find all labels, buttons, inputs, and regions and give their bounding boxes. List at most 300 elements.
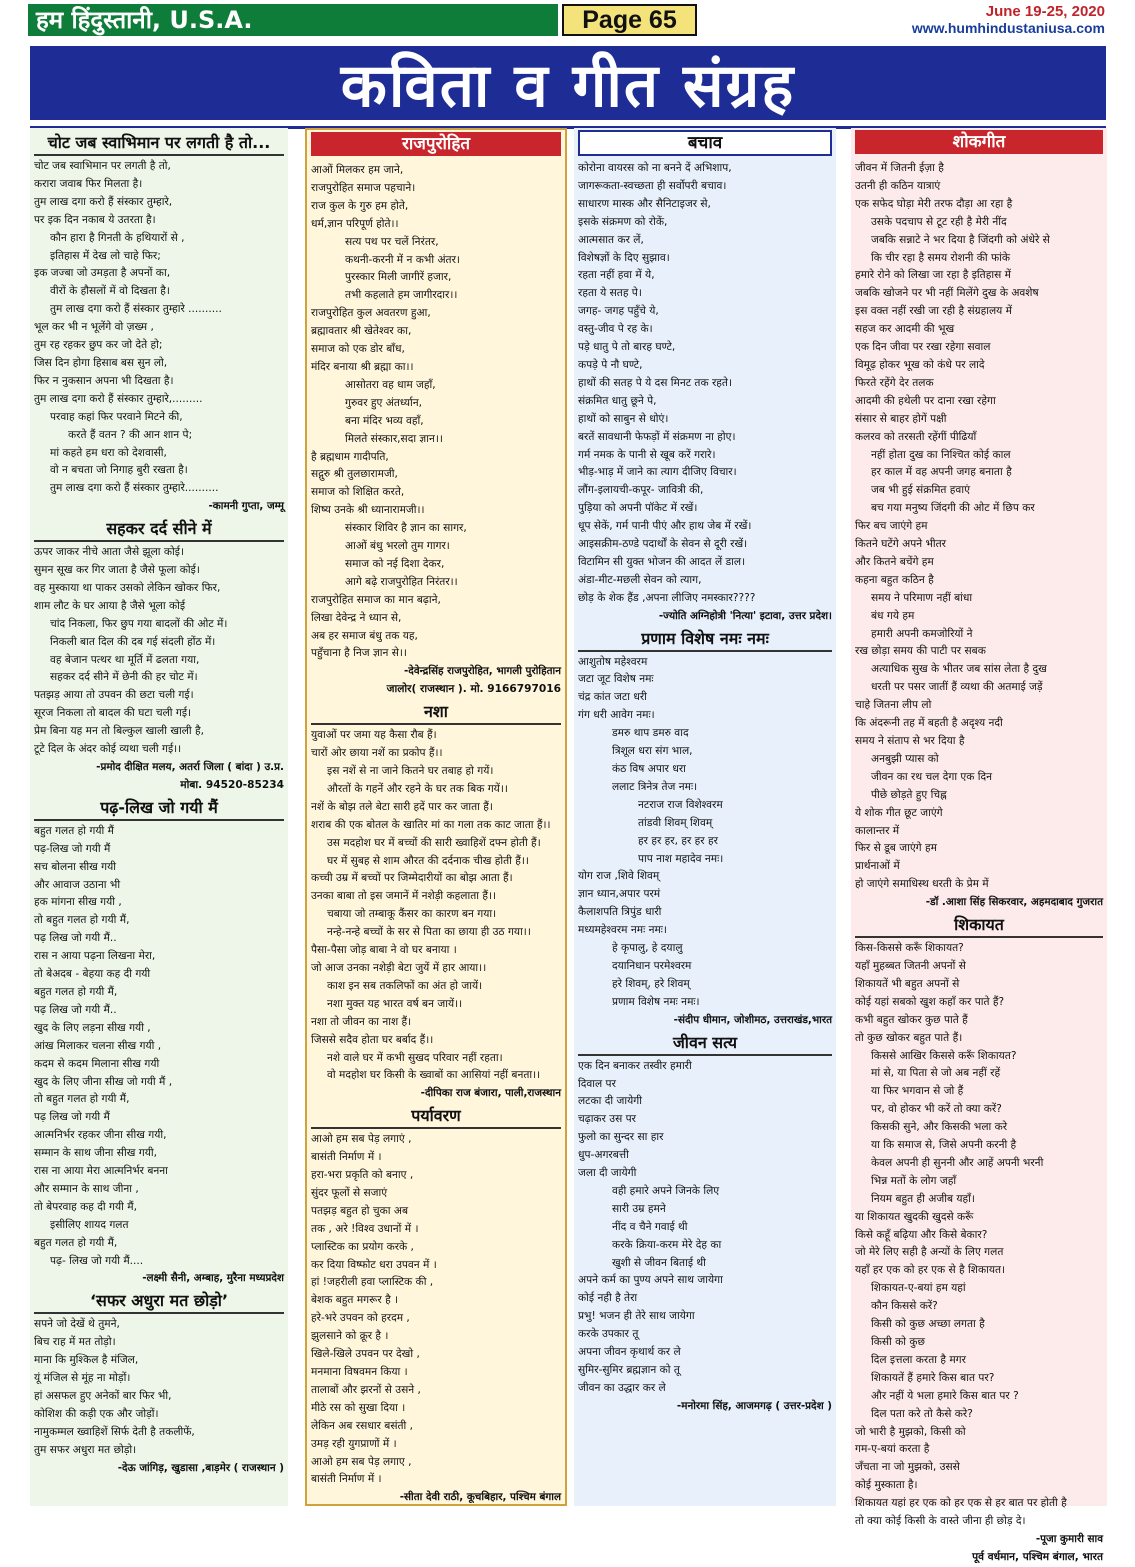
poem-line: साधारण मास्क और सैनिटाइजर से, xyxy=(578,197,711,210)
website-link[interactable]: www.humhindustaniusa.com xyxy=(911,20,1105,36)
poem-line: अब हर समाज बंधु तक यह, xyxy=(311,629,418,642)
poem-line: खुद के लिए जीना सीख जो गयी मैं , xyxy=(34,1075,173,1088)
poem-line: सम्मान के साथ जीना सीख गयी, xyxy=(34,1147,157,1160)
poem-line: भिन्न मतों के लोग जहाँ xyxy=(871,1174,957,1187)
column-3 xyxy=(574,128,836,1506)
poem-line: पढ़-लिख जो गयी मैं xyxy=(34,842,111,855)
poem-line: कहना बहुत कठिन है xyxy=(855,573,934,586)
poem-line: किसी को कुछ अच्छा लगता है xyxy=(871,1318,985,1331)
poem-line: लौंग-इलायची-कपूर- जावित्री की, xyxy=(578,484,704,497)
poem-line: यहाँ मुहब्बत जितनी अपनों से xyxy=(855,959,966,972)
poem-line: नशे वाले घर में कभी सुखद परिवार नहीं रहता। xyxy=(327,1051,503,1064)
poem-line: कितने घटेंगे अपने भीतर xyxy=(855,538,947,551)
poem-title: प्रणाम विशेष नमः नमः xyxy=(578,628,832,652)
poem-line: खिले-खिले उपवन पर देखो , xyxy=(311,1348,420,1361)
poem-line: केवल अपनी ही सुननी और आहें अपनी भरनी xyxy=(871,1156,1044,1169)
poem-line: आओ हम सब पेड़ लगाए , xyxy=(311,1455,412,1468)
poem-body xyxy=(311,727,561,1085)
poem-line: पीछे छोड़ते हुए चिह्न xyxy=(871,788,947,801)
poem-line: बच गया मनुष्य जिंदगी की ओट में छिप कर xyxy=(871,502,1035,515)
poem-body xyxy=(855,160,1103,894)
poem-line: चंद्र कांत जटा धरी xyxy=(578,691,647,704)
poem-line: और कितने बचेंगे हम xyxy=(855,555,934,568)
poem-author: -मनोरमा सिंह, आजमगढ़ ( उत्तर-प्रदेश ) xyxy=(676,1399,832,1412)
poem-line: बेशक बहुत मगरूर है । xyxy=(311,1294,399,1307)
poem-line: हमारे रोने को लिखा जा रहा है इतिहास में xyxy=(855,269,1011,282)
poem-line: कौन किससे करें? xyxy=(871,1300,938,1313)
poem-title: चोट जब स्वाभिमान पर लगती है तो... xyxy=(34,132,284,156)
poem-line: लिखा देवेन्द्र ने ध्यान से, xyxy=(311,611,402,624)
poem-line: फिर से डूब जाएंगे हम xyxy=(855,842,937,855)
poem-title: शिकायत xyxy=(855,914,1103,938)
poem-line: तभी कहलाते हम जागीरदार।। xyxy=(345,289,458,302)
poem-line: कि अंदरूनी तह में बहती है अदृश्य नदी xyxy=(855,717,1003,730)
poem-author: -देऊ जांगिड़, खुडासा ,बाड़मेर ( राजस्थान ) xyxy=(117,1461,284,1474)
poem-line: पहुँचाना है निज ज्ञान से।। xyxy=(311,647,407,660)
poem-title: पर्यावरण xyxy=(311,1105,561,1129)
poem-line: संस्कार शिविर है ज्ञान का सागर, xyxy=(345,522,467,535)
poem-line: कालान्तर में xyxy=(855,824,900,837)
poem-line: मां से, या पिता से जो अब नहीं रहें xyxy=(871,1067,1001,1080)
poem-line: धरती पर पसर जातीं हैं व्यथा की अतमाई जड़ें xyxy=(871,681,1043,694)
poem-line: फुलो का सुन्दर सा हार xyxy=(578,1131,664,1144)
poem-body xyxy=(578,654,832,1012)
poem-line: और नहीं ये भला हमारे किस बात पर ? xyxy=(871,1389,1019,1402)
poem-line: अपना जीवन कृथार्थ कर ले xyxy=(578,1346,681,1359)
poem-line: उसके पदचाप से टूट रही है मेरी नींद xyxy=(871,215,1007,228)
poem-line: फिर न नुकसान अपना भी दिखता है। xyxy=(34,374,174,387)
poem-line: राजपुरोहित समाज पहचाने। xyxy=(311,181,416,194)
poem-line: समाज को शिक्षित करते, xyxy=(311,486,405,499)
poem-line: दयानिधान परमेश्वरम xyxy=(612,959,692,972)
poem-line: चारों ओर छाया नशें का प्रकोप हैं।। xyxy=(311,747,443,760)
poem-line: शराब की एक बोतल के खातिर मां का गला तक काट जाता हैं।। xyxy=(311,818,551,831)
poem-title: नशा xyxy=(311,701,561,725)
poem-line: किसकी सुने, और किसकी भला करे xyxy=(871,1121,1008,1134)
poem-line: आत्मसात कर लें, xyxy=(578,233,644,246)
poem-line: पर इक दिन नकाब ये उतरता है। xyxy=(34,213,156,226)
poem-line: जागरूकता-स्वच्छता ही सर्वोपरी बचाव। xyxy=(578,179,727,192)
poem-line: और आवाज उठाना भी xyxy=(34,878,121,891)
poem-line: सहकर दर्द सीने में छेनी की हर चोट में। xyxy=(50,671,198,684)
poem-author: -सीता देवी राठी, कूचबिहार, पश्चिम बंगाल xyxy=(399,1491,561,1504)
poem-line: खुद के लिए लड़ना सीख गयी , xyxy=(34,1021,151,1034)
poem-line: करके उपकार तू xyxy=(578,1328,639,1341)
poem-line: बासंती निर्माण में । xyxy=(311,1151,382,1164)
poem-line: पर, वो होकर भी करें तो क्या करें? xyxy=(871,1103,1002,1116)
poem-line: तुम लाख दगा करो हैं संस्कार तुम्हारे .......... xyxy=(50,303,222,316)
poem-contact: पूर्व वर्धमान, पश्चिम बंगाल, भारत xyxy=(972,1550,1103,1563)
poem-line: जला दी जायेगी xyxy=(578,1167,637,1180)
poem-author: -दीपिका राज बंजारा, पाली,राजस्थान xyxy=(420,1087,561,1100)
poem-line: किसे कहूँ बढ़िया और किसे बेकार? xyxy=(855,1228,988,1241)
poem-line: इक जज्बा जो उमड़ता है अपनों का, xyxy=(34,267,171,280)
poem-line: बासंती निर्माण में । xyxy=(311,1473,382,1486)
poem-line: आत्मनिर्भर रहकर जीना सीख गयी, xyxy=(34,1129,167,1142)
poem-line: चांद निकला, फिर छुप गया बादलों की ओट में। xyxy=(50,617,228,630)
poem-line: निकली बात दिल की दब गई संदली होंठ में। xyxy=(50,635,216,648)
poem-line: इसीलिए शायद गलत xyxy=(50,1218,129,1231)
poem-line: ललाट त्रिनेत्र तेज नमः। xyxy=(612,780,698,793)
poem-line: तो कुछ खोकर बहुत पाते हैं। xyxy=(855,1031,963,1044)
poem-line: फिरते रहेंगे देर तलक xyxy=(855,376,934,389)
poem-line: औरतों के गहनें और रहने के घर तक बिक गयें।। xyxy=(327,782,508,795)
poem-line: जबकि खोजने पर भी नहीं मिलेंगे दुख के अवशेष xyxy=(855,287,1039,300)
poem-line: है ब्रह्मधाम गादीपति, xyxy=(311,450,389,463)
poem-line: एक सफेद घोड़ा मेरी तरफ दौड़ा आ रहा है xyxy=(855,197,1013,210)
poem-line: रास ना आया मेरा आत्मनिर्भर बनना xyxy=(34,1165,168,1178)
poem-title: जीवन सत्य xyxy=(578,1032,832,1056)
poem-line: तांडवी शिवम् शिवम् xyxy=(638,816,713,829)
poem-line: युवाओं पर जमा यह कैसा रौब हैं। xyxy=(311,729,437,742)
poem-line: लटका दी जायेगी xyxy=(578,1095,642,1108)
poem-line: माना कि मुश्किल है मंजिल, xyxy=(34,1354,139,1367)
poem-line: आइसक्रीम-ठण्डे पदार्थों के सेवन से दूरी रखें। xyxy=(578,538,748,551)
poem-line: झुलसाने को क्रूर है । xyxy=(311,1330,389,1343)
poem-line: नामुकम्मल ख्वाहिशें सिर्फ देती है तकलीफें, xyxy=(34,1425,195,1438)
poem-line: मीठे रस को सुखा दिया । xyxy=(311,1401,406,1414)
poem-line: जिससे सदैव होता घर बर्बाद हैं।। xyxy=(311,1033,434,1046)
poem-line: पढ़ लिख जो गयी मैं.. xyxy=(34,1003,117,1016)
poem-line: तक , अरे !विश्व उधानों में । xyxy=(311,1222,419,1235)
poem-line: सारी उम्र हमने xyxy=(612,1202,666,1215)
poem-line: सुमन सूख कर गिर जाता है जैसे फूला कोई। xyxy=(34,564,200,577)
poem-line: योग राज ,शिवे शिवम् xyxy=(578,870,660,883)
poem-line: किससे आखिर किससे करूँ शिकायत? xyxy=(871,1049,1017,1062)
poem-line: सत्य पथ पर चलें निरंतर, xyxy=(345,235,439,248)
poem-line: शिकायतें भी बहुत अपनों से xyxy=(855,977,960,990)
poem-line: विटामिन सी युक्त भोजन की आदत लें डाल। xyxy=(578,555,746,568)
poem-line: प्रार्थनाओं में xyxy=(855,860,900,873)
poem-line: उस मदहोश घर में बच्चों की सारी ख्वाहिशें दफ्न होती हैं। xyxy=(327,836,541,849)
poem-line: मध्यमहेश्वरम नमः नमः। xyxy=(578,924,667,937)
poem-body xyxy=(578,160,832,608)
poem-line: या कि समाज से, जिसे अपनी करनी है xyxy=(871,1139,1017,1152)
poem-line: गुरुवर हुए अंतर्ध्यान, xyxy=(345,396,422,409)
poem-line: तो क्या कोई किसी के वास्ते जीना ही छोड़ दे। xyxy=(855,1515,1026,1528)
poem-line: प्रेम बिना यह मन तो बिल्कुल खाली खाली है, xyxy=(34,725,205,738)
poem-line: कर दिया विष्फोट धरा उपवन में । xyxy=(311,1258,437,1271)
poem-contact: जालोर( राजस्थान ). मो. 9166797016 xyxy=(386,683,561,696)
poem-line: पतझड़ बहुत हो चुका अब xyxy=(311,1204,409,1217)
poem-line: करके क्रिया-करम मेरे देह का xyxy=(612,1238,722,1251)
poem-line: अत्याधिक सुख के भीतर जब सांस लेता है दुख xyxy=(871,663,1047,676)
poem-line: दिवाल पर xyxy=(578,1077,616,1090)
poem-line: कौन हारा है गिनती के हथियारों से , xyxy=(50,231,185,244)
poem-line: छोड़ के शेक हैंड ,अपना लीजिए नमस्कार???? xyxy=(578,591,756,604)
poem-line: काश इन सब तकलिफों का अंत हो जायें। xyxy=(327,979,483,992)
poem-title: पढ़-लिख जो गयी मैं xyxy=(34,797,284,821)
poem-line: समाज को एक डोर बाँध, xyxy=(311,343,405,356)
poem-line: हाथों को साबुन से धोएं। xyxy=(578,412,669,425)
poem-line: भीड़-भाड़ में जाने का त्याग दीजिए विचार। xyxy=(578,466,737,479)
poem-line: चोट जब स्वाभिमान पर लगती है तो, xyxy=(34,160,171,172)
poem-title: ‘सफर अधुरा मत छोड़ो’ xyxy=(34,1290,284,1314)
poem-line: समय ने परिमाण नहीं बांधा xyxy=(871,591,973,604)
poem-line: रहता नहीं हवा में ये, xyxy=(578,269,655,282)
poem-line: धर्म,ज्ञान परिपूर्ण होते।। xyxy=(311,217,399,230)
page-header xyxy=(0,0,1135,40)
poem-line: भूल कर भी न भूलेंगे वो ज़ख्म , xyxy=(34,321,154,334)
poem-line: नींद व चैने गवाई थी xyxy=(612,1220,688,1233)
poem-line: टूटे दिल के अंदर कोई व्यथा चली गई।। xyxy=(34,743,182,756)
poem-line: बहुत गलत हो गयी मैं, xyxy=(34,1236,118,1249)
poem-line: हक मांगना सीख गयी , xyxy=(34,896,122,909)
poem-line: हाथों की सतह पे ये दस मिनट तक रहते। xyxy=(578,376,732,389)
poem-line: तो बहुत गलत हो गयी मैं, xyxy=(34,914,130,927)
poem-line: हमारी अपनी कमजोरियों ने xyxy=(871,627,973,640)
poem-line: इस नशें से ना जाने कितने घर तबाह हो गयें। xyxy=(327,765,494,777)
poem-line: किसी को कुछ xyxy=(871,1336,925,1348)
poem-line: हे कृपालु, हे दयालु xyxy=(612,942,683,955)
poem-line: एक दिन जीवा पर रखा रहेगा सवाल xyxy=(855,341,991,354)
poem-line: हर काल में वह अपनी जगह बनाता है xyxy=(871,466,1012,479)
poem-body xyxy=(34,158,284,498)
poem-line: बना मंदिर भव्य वहाँ, xyxy=(345,414,424,427)
poem-line: कभी बहुत खोकर कुछ पाते हैं xyxy=(855,1013,968,1026)
poem-line: डमरु थाप डमरु वाद xyxy=(612,727,689,740)
poem-line: वह मुस्काया था पाकर उसको लेकिन खोकर फिर, xyxy=(34,581,221,594)
poem-line: राजपुरोहित कुल अवतरण हुआ, xyxy=(311,307,431,320)
poem-line: राजपुरोहित समाज का मान बढ़ाने, xyxy=(311,593,441,606)
column-4 xyxy=(851,128,1107,1563)
poem-body xyxy=(578,1058,832,1398)
dateline xyxy=(912,4,1105,36)
poem-line: तुम लाख दगा करो हैं संस्कार तुम्हारे,......... xyxy=(34,392,203,405)
poem-line: सद्गुरु श्री तुलछारामजी, xyxy=(311,468,398,481)
poem-line: वह बेजान पत्थर था मूर्ति में ढलता गया, xyxy=(50,653,200,666)
poem-line: बहुत गलत हो गयी मैं, xyxy=(34,985,118,998)
poem-body xyxy=(34,544,284,759)
poem-line: नहीं होता दुख का निश्चित कोई काल xyxy=(871,448,1011,461)
poem-author: -लक्ष्मी सैनी, अम्बाह, मुरैना मध्यप्रदेश xyxy=(142,1272,284,1285)
poem-line: या फिर भगवान से जो हैं xyxy=(871,1085,964,1098)
poem-line: रहता ये सतह पे। xyxy=(578,287,642,300)
poem-line: गम-ए-बयां करता है xyxy=(855,1443,930,1456)
poem-line: कपड़े पे नौ घण्टे, xyxy=(578,358,643,371)
poem-line: तो बेअदब - बेहया कह दी गयी xyxy=(34,968,151,981)
poem-contact: मोबा. 94520-85234 xyxy=(180,778,284,791)
poem-line: दिल इत्तला करता है मगर xyxy=(871,1353,966,1366)
poem-line: नशा तो जीवन का नाश हैं। xyxy=(311,1015,412,1028)
poem-line: जिस दिन होगा हिसाब बस सुन लो, xyxy=(34,356,168,369)
poem-line: सपने जो देखें थे तुमने, xyxy=(34,1318,120,1331)
poem-line: वही हमारे अपने जिनके लिए xyxy=(612,1184,720,1197)
poem-line: कंठ विष अपार धरा xyxy=(612,763,686,775)
poem-line: हां !जहरीली हवा प्लास्टिक की , xyxy=(311,1276,434,1289)
poem-line: संक्रमित धातु छूने पे, xyxy=(578,394,657,407)
poem-line: पड़े धातु पे तो बारह घण्टे, xyxy=(578,341,676,354)
poem-line: बहुत गलत हो गयी मैं xyxy=(34,824,114,837)
poem-line: हर हर हर, हर हर हर xyxy=(638,834,718,847)
poem-line: सुमिर-सुमिर ब्रह्मज्ञान को तू xyxy=(578,1364,680,1376)
masthead-logo: हम हिंदुस्तानी, U.S.A. xyxy=(28,4,558,36)
poem-line: बरतें सावधानी फेफड़ों में संक्रमण ना होए। xyxy=(578,430,736,443)
column-1 xyxy=(30,128,288,1506)
poem-line: अनबुझी प्यास को xyxy=(871,752,939,765)
poem-line: हरे-भरे उपवन को हरदम , xyxy=(311,1312,410,1325)
poem-line: जटा जूट विशेष नमः xyxy=(578,673,654,686)
poem-line: बंध गये हम xyxy=(871,609,915,622)
poem-line: जगह- जगह पहुँचे ये, xyxy=(578,305,659,318)
poem-line: इस वक्त नहीं रखी जा रही है संग्रहालय में xyxy=(855,305,1012,318)
poem-line: विमूढ़ होकर भूख को कंधे पर लादे xyxy=(855,358,985,371)
poem-line: सहज कर आदमी की भूख xyxy=(855,323,955,336)
poem-line: आओं मिलकर हम जाने, xyxy=(311,164,404,176)
poem-line: आगे बढ़े राजपुरोहित निरंतर।। xyxy=(345,575,458,588)
poem-line: कच्ची उम्र में बच्चों पर जिम्मेदारीयों का बोझ आता हैं। xyxy=(311,872,513,885)
poem-line: धुप-अगरबत्ती xyxy=(578,1149,629,1162)
poem-line: पुरस्कार मिली जागीरें हजार, xyxy=(345,271,452,284)
poem-line: आओं बंधु भरलो तुम गागर। xyxy=(345,540,450,553)
poem-line: संसार से बाहर होगें पक्षी xyxy=(855,412,947,425)
poem-line: करते हैं वतन ? की आन शान पे; xyxy=(68,428,193,441)
poem-line: तो बेपरवाह कह दी गयी मैं, xyxy=(34,1200,137,1213)
poem-line: अपने कर्म का पुण्य अपने साथ जायेगा xyxy=(578,1274,723,1287)
poem-body xyxy=(311,1131,561,1489)
poem-title: सहकर दर्द सीने में xyxy=(34,518,284,542)
poem-line: बिच राह में मत तोड़ो। xyxy=(34,1336,116,1349)
poem-line: यहाँ हर एक को हर एक से है शिकायत। xyxy=(855,1264,1006,1277)
poem-line: मंदिर बनाया श्री ब्रह्मा का।। xyxy=(311,360,414,373)
poem-line: नियम बहुत ही अजीब यहाँ। xyxy=(871,1192,975,1205)
poem-line: जीवन का रथ चल देगा एक दिन xyxy=(871,770,993,783)
poem-author: -देवेन्द्रसिंह राजपुरोहित, भागली पुरोहितान xyxy=(403,665,561,678)
poem-line: और सम्मान के साथ जीना , xyxy=(34,1182,139,1195)
poem-line: आशुतोष महेश्वरम xyxy=(578,655,648,668)
poem-line: सूरज निकला तो बादल की घटा चली गई। xyxy=(34,707,192,720)
poem-line: गंग धरी आवेग नमः। xyxy=(578,709,655,722)
poem-title: बचाव xyxy=(578,130,832,156)
poem-line: परवाह कहां फिर परवाने मिटने की, xyxy=(50,410,183,423)
column-2 xyxy=(305,128,567,1506)
poem-line: कोई यहां सबको खुश कहाँ कर पाते हैं? xyxy=(855,995,1005,1008)
poem-line: शिकायत-ए-बयां हम यहां xyxy=(871,1282,966,1295)
poem-author: -ज्योति अग्निहोत्री 'नित्या' इटावा, उत्तर प्रदेश। xyxy=(658,609,832,622)
poem-line: कोरोना वायरस को ना बनने दें अभिशाप, xyxy=(578,162,732,174)
poem-line: तुम सफर अधुरा मत छोड़ो। xyxy=(34,1443,137,1456)
poem-line: पढ़ लिख जो गयी मैं xyxy=(34,1111,110,1124)
poem-line: उनका बाबा तो इस जमानें में नशेड़ी कहलाता हैं।। xyxy=(311,890,497,903)
poem-line: किस-किससे करूँ शिकायत? xyxy=(855,942,964,955)
poem-line: पाप नाश महादेव नमः। xyxy=(638,852,724,865)
poem-line: नशें के बोझ तले बेटा सारी हदें पार कर जाता हैं। xyxy=(311,800,493,813)
poem-line: पैसा-पैसा जोड़ बाबा ने वो घर बनाया । xyxy=(311,944,457,957)
poem-line: जो भारी है मुझको, किसी को xyxy=(855,1425,966,1438)
poem-line: तुम लाख दगा करो हैं संस्कार तुम्हारे, xyxy=(34,195,173,208)
poem-line: तुम लाख दगा करो हैं संस्कार तुम्हारे.......... xyxy=(50,482,219,495)
poem-line: शिकायत यहां हर एक को हर एक से हर बात पर होती है xyxy=(855,1497,1067,1510)
poem-line: प्रणाम विशेष नमः नमः। xyxy=(612,995,700,1008)
poem-line: शिकायतें हैं हमारे किस बात पर? xyxy=(871,1371,995,1384)
poem-line: चढ़ाकर उस पर xyxy=(578,1113,636,1126)
poem-line: फिर बच जाएंगे हम xyxy=(855,520,928,533)
poem-line: कोई मुस्काता है। xyxy=(855,1479,918,1492)
poem-line: हरा-भरा प्रकृति को बनाए , xyxy=(311,1169,414,1182)
poem-line: रख छोड़ा समय की पाटी पर सबक xyxy=(855,645,986,658)
poem-line: लेकिन अब रसधार बसंती , xyxy=(311,1419,413,1432)
poem-line: नशा मुक्त यह भारत वर्ष बन जायें।। xyxy=(327,997,463,1010)
poem-line: वस्तु-जीव पे रह के। xyxy=(578,323,653,336)
poem-author: -डॉ .आशा सिंह सिकरवार, अहमदाबाद गुजरात xyxy=(925,896,1103,909)
poem-line: आओ हम सब पेड़ लगाएं , xyxy=(311,1133,412,1146)
poem-body xyxy=(34,1316,284,1459)
poem-line: जँचता ना जो मुझको, उससे xyxy=(855,1461,960,1474)
section-banner: कविता व गीत संग्रह xyxy=(30,46,1106,126)
poem-line: पतझड़ आया तो उपवन की छटा चली गई। xyxy=(34,689,194,702)
poem-author: -प्रमोद दीक्षित मलय, अतर्रा जिला ( बांदा ) उ.प्र. xyxy=(96,761,284,773)
poem-line: कोई नही है तेरा xyxy=(578,1292,638,1305)
poem-line: शाम लौट के घर आया है जैसे भूला कोई xyxy=(34,599,186,612)
poem-line: रास न आया पढ़ना लिखना मेरा, xyxy=(34,950,156,963)
issue-date: June 19-25, 2020 xyxy=(985,3,1105,20)
poem-line: वो न बचता जो निगाह बुरी रखता है। xyxy=(50,464,188,477)
poem-line: आंख मिलाकर चलना सीख गयी , xyxy=(34,1039,162,1052)
poem-author: -संदीप धीमान, जोशीमठ, उत्तराखंड,भारत xyxy=(673,1013,832,1026)
poem-line: राज कुल के गुरु हम होते, xyxy=(311,199,409,212)
poem-line: समाज को नई दिशा देकर, xyxy=(345,557,445,570)
poem-body xyxy=(855,940,1103,1531)
poem-line: कदम से कदम मिलाना सीख गयी xyxy=(34,1057,160,1070)
poem-line: नन्हे-नन्हे बच्चों के सर से पिता का छाया ही उठ गया।। xyxy=(327,926,531,939)
poem-line: उमड़ रही युगप्राणों में । xyxy=(311,1437,397,1450)
page-number: Page 65 xyxy=(562,4,697,36)
poem-line: जबकि सन्नाटे ने भर दिया है जिंदगी को अंधेरे से xyxy=(871,233,1050,246)
poem-line: वीरों के हौसलों में वो दिखता है। xyxy=(50,285,170,298)
poem-line: मनमाना विषवमन किया । xyxy=(311,1366,408,1378)
poem-line: विशेषज्ञों के दिए सुझाव। xyxy=(578,251,670,264)
poem-author: -कामनी गुप्ता, जम्मू xyxy=(208,500,284,513)
poem-line: मां कहते हम धरा को देशवासी, xyxy=(50,446,167,459)
poem-line: चाहे जितना लीप लो xyxy=(855,699,932,712)
poem-line: जब भी हुई संक्रमित हवाएं xyxy=(871,484,970,497)
poem-line: प्लास्टिक का प्रयोग करके , xyxy=(311,1240,414,1253)
poem-line: मिलते संस्कार,सदा ज्ञान।। xyxy=(345,432,443,445)
poem-line: ज्ञान ध्यान,अपार परमं xyxy=(578,888,661,901)
poem-line: पढ़ लिख जो गयी मैं.. xyxy=(34,932,117,945)
poem-line: आसोतरा वह धाम जहाँ, xyxy=(345,378,436,391)
poem-line: कि चीर रहा है समय रोशनी की फांके xyxy=(871,251,1011,264)
poem-body xyxy=(34,823,284,1271)
poem-line: जीवन में जितनी ईज़ा है xyxy=(855,162,944,174)
poem-line: ऊपर जाकर नीचे आता जैसे झूला कोई। xyxy=(34,546,184,559)
poem-line: कथनी-करनी में न कभी अंतर। xyxy=(345,253,460,266)
poem-line: गर्म नमक के पानी से खूब करें गरारे। xyxy=(578,448,716,461)
poem-line: अंडा-मीट-मछली सेवन को त्याग, xyxy=(578,573,702,586)
poem-line: चबाया जो तम्बाकू कैंसर का कारण बन गया। xyxy=(327,908,497,921)
poem-line: पुड़िया को अपनी पॉकेट में रखें। xyxy=(578,502,698,515)
poem-line: ब्रह्मावतार श्री खेतेश्वर का, xyxy=(311,325,412,338)
poem-line: ये शोक गीत छूट जाएंगे xyxy=(855,806,943,819)
poem-line: पढ़- लिख जो गयी मैं.... xyxy=(50,1254,144,1267)
poem-line: एक दिन बनाकर तस्वीर हमारी xyxy=(578,1059,692,1072)
poem-line: नटराज राज विशेश्वरम xyxy=(638,798,723,811)
poem-line: सच बोलना सीख गयी xyxy=(34,860,117,873)
poem-line: इसके संक्रमण को रोकें, xyxy=(578,215,668,228)
poem-line: धूप सेकें, गर्म पानी पीएं और हाथ जेब में रखें। xyxy=(578,520,752,533)
poem-line: कोशिश की कड़ी एक और जोड़ों। xyxy=(34,1407,159,1420)
poem-line: हां असफल हुए अनेकों बार फिर भी, xyxy=(34,1390,172,1402)
poem-line: सुंदर फूलों से सजाएं xyxy=(311,1186,388,1199)
poem-line: हरे शिवम्, हरे शिवम् xyxy=(612,977,690,990)
poem-line: इतिहास में देख लो चाहे फिर; xyxy=(50,249,161,262)
poem-line: शिष्य उनके श्री ध्यानारामजी।। xyxy=(311,504,425,517)
poem-line: करारा जवाब फिर मिलता है। xyxy=(34,177,143,190)
poem-line: या शिकायत खुदकी खुदसे करूँ xyxy=(855,1210,974,1223)
poem-line: तुम रह रहकर छुप कर जो देते हो; xyxy=(34,339,163,352)
poem-title: शोकगीत xyxy=(855,130,1103,154)
poem-title: राजपुरोहित xyxy=(311,132,561,156)
